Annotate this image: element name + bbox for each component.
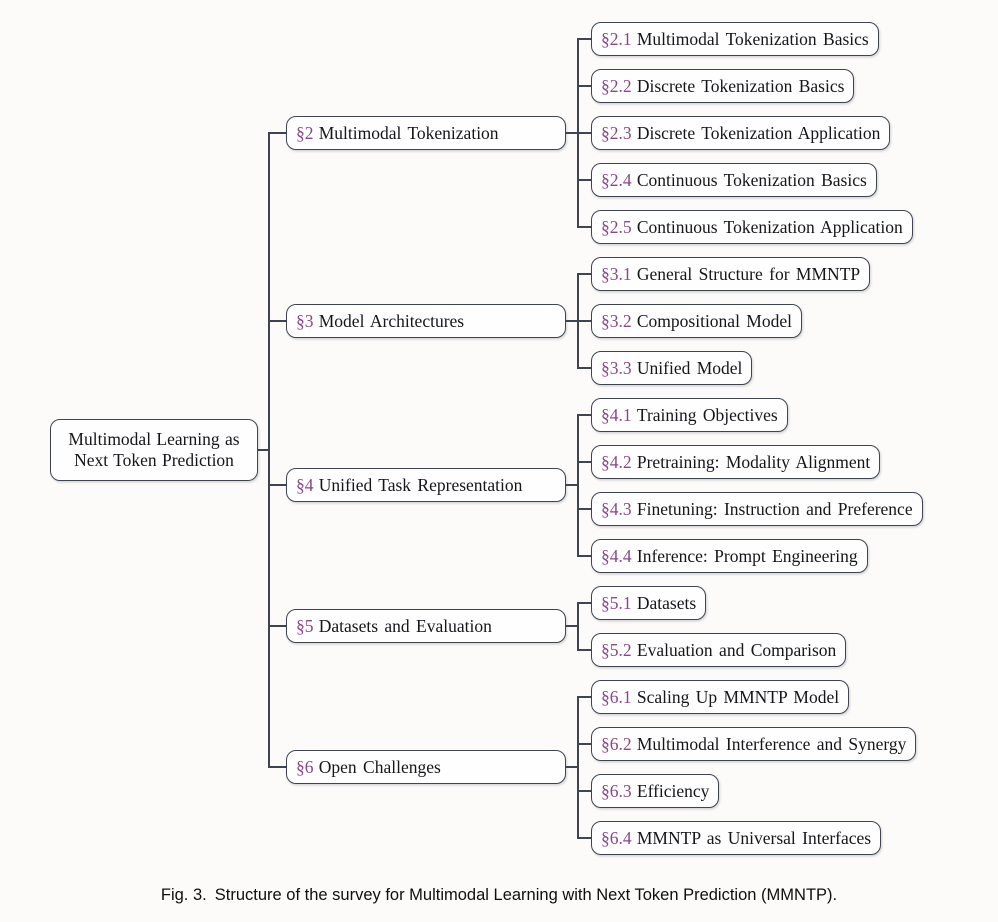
connector-line (577, 320, 592, 322)
subsection-link-2-2[interactable]: §2.2 (601, 75, 632, 96)
subsection-title: Compositional Model (636, 310, 792, 331)
leaf-node-6-2 (591, 727, 916, 761)
subsection-title: Unified Model (636, 357, 743, 378)
section-title: Datasets and Evaluation (318, 615, 492, 636)
subsection-title: Discrete Tokenization Basics (636, 75, 845, 96)
trunk-line (268, 132, 270, 768)
connector-line (577, 414, 592, 416)
section-title: Multimodal Tokenization (318, 122, 499, 143)
subsection-link-6-1[interactable]: §6.1 (601, 686, 632, 707)
subsection-link-2-3[interactable]: §2.3 (601, 122, 632, 143)
leaf-node-6-4 (591, 821, 881, 855)
branch-line (577, 414, 579, 557)
subsection-link-4-4[interactable]: §4.4 (601, 545, 632, 566)
subsection-link-4-3[interactable]: §4.3 (601, 498, 632, 519)
leaf-node-2-2 (591, 69, 854, 103)
connector-line (577, 696, 592, 698)
figure-caption (0, 886, 998, 905)
root-node (50, 419, 258, 481)
subsection-link-5-2[interactable]: §5.2 (601, 639, 632, 660)
section-node-6 (286, 750, 566, 784)
subsection-link-3-3[interactable]: §3.3 (601, 357, 632, 378)
subsection-link-6-3[interactable]: §6.3 (601, 780, 632, 801)
section-link-3[interactable]: §3 (296, 310, 314, 331)
leaf-node-4-2 (591, 445, 880, 479)
subsection-title: Discrete Tokenization Application (636, 122, 881, 143)
subsection-link-4-2[interactable]: §4.2 (601, 451, 632, 472)
section-link-2[interactable]: §2 (296, 122, 314, 143)
subsection-link-2-4[interactable]: §2.4 (601, 169, 632, 190)
connector-line (268, 320, 288, 322)
connector-line (268, 766, 288, 768)
connector-line (577, 602, 592, 604)
connector-line (577, 649, 592, 651)
connector-line (577, 85, 592, 87)
connector-line (577, 790, 592, 792)
leaf-node-5-1 (591, 586, 706, 620)
connector-line (577, 367, 592, 369)
connector-line (577, 837, 592, 839)
subsection-title: Continuous Tokenization Application (636, 216, 903, 237)
section-link-5[interactable]: §5 (296, 615, 314, 636)
connector-line (577, 179, 592, 181)
connector-line (577, 226, 592, 228)
subsection-title: Evaluation and Comparison (636, 639, 837, 660)
branch-line (577, 696, 579, 839)
subsection-title: Scaling Up MMNTP Model (636, 686, 840, 707)
subsection-link-6-4[interactable]: §6.4 (601, 827, 632, 848)
subsection-link-2-1[interactable]: §2.1 (601, 28, 632, 49)
connector-line (268, 484, 288, 486)
section-node-3 (286, 304, 566, 338)
section-title: Unified Task Representation (318, 474, 523, 495)
leaf-node-3-2 (591, 304, 802, 338)
connector-line (577, 273, 592, 275)
connector-line (577, 743, 592, 745)
subsection-title: General Structure for MMNTP (636, 263, 861, 284)
leaf-node-4-4 (591, 539, 868, 573)
figure-caption-text: Structure of the survey for Multimodal Learning with Next Token Prediction (MMNTP). (214, 886, 838, 904)
subsection-title: Datasets (636, 592, 697, 613)
subsection-title: Finetuning: Instruction and Preference (636, 498, 913, 519)
section-node-2 (286, 116, 566, 150)
subsection-title: Efficiency (636, 780, 710, 801)
subsection-title: Multimodal Tokenization Basics (636, 28, 869, 49)
branch-line (577, 602, 579, 651)
connector-line (577, 555, 592, 557)
connector-line (268, 625, 288, 627)
section-link-6[interactable]: §6 (296, 756, 314, 777)
subsection-title: Pretraining: Modality Alignment (636, 451, 871, 472)
subsection-link-6-2[interactable]: §6.2 (601, 733, 632, 754)
connector-line (577, 38, 592, 40)
root-title-line1: Multimodal Learning as (68, 429, 240, 449)
leaf-node-2-4 (591, 163, 877, 197)
leaf-node-4-3 (591, 492, 923, 526)
connector-line (577, 508, 592, 510)
section-link-4[interactable]: §4 (296, 474, 314, 495)
connector-line (577, 132, 592, 134)
leaf-node-4-1 (591, 398, 788, 432)
subsection-title: Inference: Prompt Engineering (636, 545, 858, 566)
figure-caption-label: Fig. 3. (160, 886, 207, 904)
section-node-4 (286, 468, 566, 502)
subsection-link-3-2[interactable]: §3.2 (601, 310, 632, 331)
subsection-title: Training Objectives (636, 404, 778, 425)
section-title: Model Architectures (318, 310, 465, 331)
section-node-5 (286, 609, 566, 643)
subsection-link-2-5[interactable]: §2.5 (601, 216, 632, 237)
leaf-node-2-5 (591, 210, 913, 244)
leaf-node-5-2 (591, 633, 846, 667)
connector-line (577, 461, 592, 463)
subsection-title: Continuous Tokenization Basics (636, 169, 867, 190)
subsection-link-3-1[interactable]: §3.1 (601, 263, 632, 284)
leaf-node-6-3 (591, 774, 719, 808)
subsection-link-5-1[interactable]: §5.1 (601, 592, 632, 613)
subsection-link-4-1[interactable]: §4.1 (601, 404, 632, 425)
connector-line (268, 132, 288, 134)
leaf-node-2-3 (591, 116, 890, 150)
leaf-node-2-1 (591, 22, 879, 56)
leaf-node-3-1 (591, 257, 870, 291)
leaf-node-3-3 (591, 351, 752, 385)
root-title-line2: Next Token Prediction (74, 450, 234, 470)
leaf-node-6-1 (591, 680, 849, 714)
subsection-title: MMNTP as Universal Interfaces (636, 827, 872, 848)
section-title: Open Challenges (318, 756, 441, 777)
subsection-title: Multimodal Interference and Synergy (636, 733, 907, 754)
